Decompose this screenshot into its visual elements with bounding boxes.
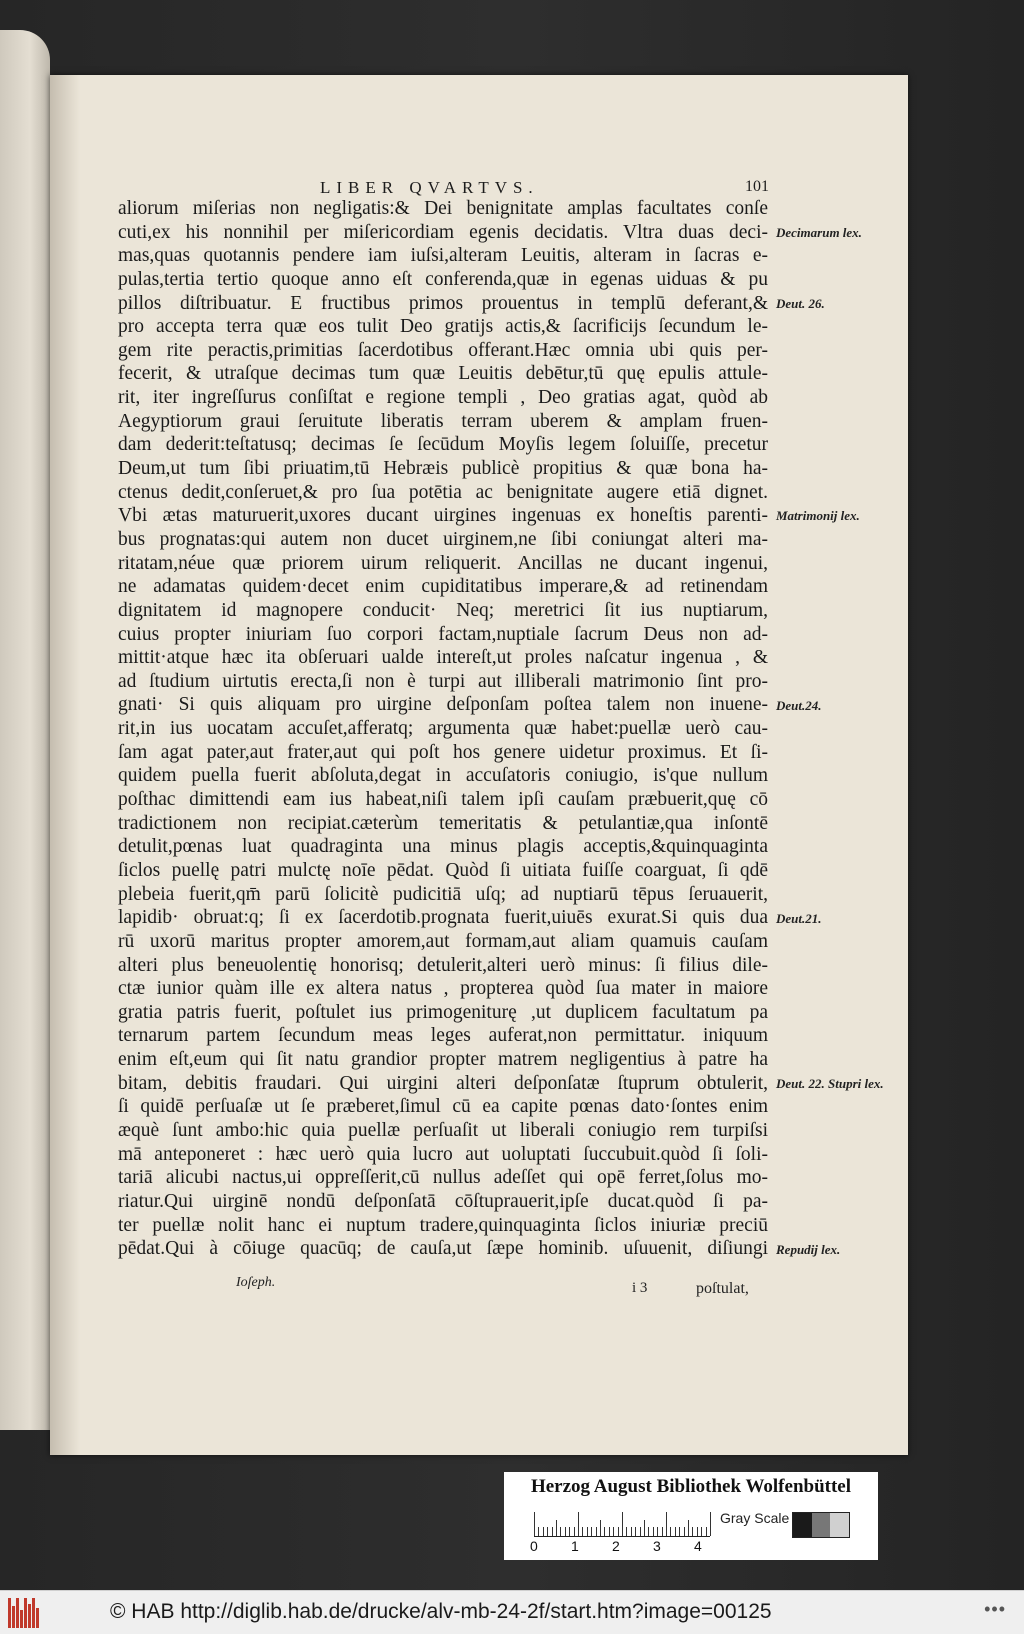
text-line: ſam agat pater,aut frater,aut qui poſt hos genere uidetur proximus. Et ſi- <box>118 741 768 763</box>
ruler-number: 2 <box>612 1538 620 1554</box>
ruler-tick <box>670 1527 671 1536</box>
text-line: bus prognatas:qui autem non ducet uirginem,ne ſibi coniungat alteri ma- <box>118 528 768 550</box>
ruler-tick <box>701 1527 702 1536</box>
marginal-note: Deut.21. <box>776 910 822 926</box>
text-line: ad ſtudium uirtutis erecta,ſi non è turpi aut illiberali matrimonio ſint pro- <box>118 670 768 692</box>
text-line: Deum,ut tum ſibi priuatim,tū Hebræis publicè propitius & quæ bona ha- <box>118 458 768 480</box>
text-line: cuius propter iniuriam ſuo corpori factam,nuptiale ſacrum Deus non ad- <box>118 623 768 645</box>
ruler-tick <box>640 1527 641 1536</box>
scale-ruler <box>534 1506 710 1537</box>
marginal-note: Deut. 26. <box>776 295 825 311</box>
ruler-tick <box>604 1527 605 1536</box>
text-line: dignitatem id magnopere conducit· Neq; meretrici ſit ius nuptiarum, <box>118 599 768 621</box>
text-line: rit, iter ingreſſurus conſiſtat e regione templi , Deo gratias agat, quòd ab <box>118 387 768 409</box>
signature-mark: i 3 <box>632 1280 648 1296</box>
text-line: tariā alicubi nactus,ui oppreſſerit,cū nullus adeſſet qui opē ferret,ſolus mo- <box>118 1167 768 1189</box>
ruler-tick <box>543 1527 544 1536</box>
text-line: lapidib· obruat:q; ſi ex ſacerdotib.prognata fuerit,uiuēs exurat.Si quis dua <box>118 907 768 929</box>
book-page <box>50 75 908 1455</box>
ruler-number: 0 <box>530 1538 538 1554</box>
text-line: ternarum partem ſecundum meas leges auferat,non permittatur. iniquum <box>118 1025 768 1047</box>
ruler-tick <box>679 1527 680 1536</box>
text-line: pro accepta terra quæ eos tulit Deo gratijs actis,& ſacrificijs ſecundum le- <box>118 316 768 338</box>
library-name: Herzog August Bibliothek Wolfenbüttel <box>530 1476 852 1497</box>
text-line: tradictionem non recipiat.cæterùm temeritatis & petulantiæ,qua inſontē <box>118 812 768 834</box>
text-line: aliorum miſerias non negligatis:& Dei benignitate amplas facultates conſe <box>118 198 768 219</box>
text-line: cuti,ex his nonnihil per miſericordiam egenis decidatis. Vltra duas deci- <box>118 221 768 243</box>
folio-number: 101 <box>745 178 769 195</box>
ruler-tick <box>534 1512 535 1536</box>
hab-logo-icon[interactable] <box>8 1598 48 1628</box>
text-line: enim eſt,eum qui ſit natu grandior propter matrem negligentius à patre ha <box>118 1049 768 1071</box>
marginal-note: Repudij lex. <box>776 1241 841 1257</box>
text-line: æquè ſunt ambo:hic quia puellæ perſuaſit ut liberali coniugio rem turpiſsi <box>118 1119 768 1141</box>
ruler-tick <box>706 1527 707 1536</box>
gray-scale-label: Gray Scale <box>720 1510 790 1526</box>
ruler-tick <box>582 1527 583 1536</box>
text-line: riatur.Qui uirginē nondū deſponſatā cōſtuprauerit,ipſe ducat.quòd ſi pa- <box>118 1190 768 1212</box>
source-url[interactable]: © HAB http://diglib.hab.de/drucke/alv-mb-24-2f/start.htm?image=00125 <box>110 1600 772 1623</box>
gray-swatch <box>793 1513 812 1537</box>
ruler-tick <box>653 1527 654 1536</box>
ruler-number: 1 <box>571 1538 579 1554</box>
ruler-tick <box>600 1520 601 1536</box>
catchword: poſtulat, <box>696 1280 749 1297</box>
ruler-tick <box>688 1520 689 1536</box>
ruler-tick <box>626 1527 627 1536</box>
text-line: ctenus dedit,conſeruet,& pro ſua potētia ac benignitate augere etiā dignet. <box>118 481 768 503</box>
ruler-tick <box>547 1527 548 1536</box>
text-line: alteri plus beneuolentię honorisq; detulerit,alteri uerò minus: ſi filius dile- <box>118 954 768 976</box>
viewer-footer <box>0 1590 1024 1634</box>
gray-swatch <box>830 1513 849 1537</box>
ruler-tick <box>591 1527 592 1536</box>
ruler-tick <box>569 1527 570 1536</box>
text-line: fecerit, & utraſque decimas tum quæ Leuitis debētur,tū quę epulis attule- <box>118 363 768 385</box>
gutter-shadow <box>50 75 80 1455</box>
text-line: plebeia fuerit,qm̄ parū ſolicitè pudicitiā uſq; ad nuptiarū tēpus ſeruauerit, <box>118 883 768 905</box>
running-head <box>50 178 908 198</box>
marginal-note: Decimarum lex. <box>776 224 862 240</box>
text-line: gratia patris fuerit, poſtulet ius primogeniturę ,ut duplicem facultatum pa <box>118 1001 768 1023</box>
ruler-tick <box>631 1527 632 1536</box>
text-line: rit,in ius uocatam accuſet,afferatq; argumenta quæ habet:puellæ uerò cau- <box>118 718 768 740</box>
ruler-tick <box>684 1527 685 1536</box>
text-line: ter puellæ nolit hanc ei nuptum tradere,quinquaginta ſiclos iniuriæ preciū <box>118 1214 768 1236</box>
text-line: bitam, debitis fraudari. Qui uirgini alteri deſponſatæ ſtuprum obtulerit, <box>118 1072 768 1094</box>
ruler-tick <box>644 1520 645 1536</box>
ruler-tick <box>666 1512 667 1536</box>
ruler-tick <box>662 1527 663 1536</box>
marginal-note: Deut. 22. Stupri lex. <box>776 1076 884 1092</box>
text-line: poſthac dimittendi eam ius habeat,niſi talem ipſi cauſam præbuerit,quę cō <box>118 789 768 811</box>
ruler-tick <box>596 1527 597 1536</box>
ruler-tick <box>618 1527 619 1536</box>
ruler-tick <box>697 1527 698 1536</box>
ruler-tick <box>565 1527 566 1536</box>
marginal-catch-left: Ioſeph. <box>236 1275 276 1290</box>
ruler-tick <box>710 1512 711 1536</box>
text-line: mā anteponeret : hæc uerò quia lucro aut uoluptati ſuccubuit.quòd ſi ſoli- <box>118 1143 768 1165</box>
text-line: pēdat.Qui à cōiuge quacūq; de cauſa,ut ſæpe hominib. uſuuenit, diſiungi <box>118 1238 768 1260</box>
ruler-tick <box>635 1527 636 1536</box>
ruler-tick <box>609 1527 610 1536</box>
previous-page-edge <box>0 30 50 1430</box>
ruler-tick <box>556 1520 557 1536</box>
text-line: rū uxorū maritus propter amorem,aut formam,aut aliam quamuis cauſam <box>118 930 768 952</box>
text-line: ctæ iunior quàm ille ex altera natus , propterea quòd ſua mater in maiore <box>118 978 768 1000</box>
ruler-tick <box>560 1527 561 1536</box>
ruler-number: 4 <box>694 1538 702 1554</box>
ruler-tick <box>587 1527 588 1536</box>
ruler-tick <box>574 1527 575 1536</box>
text-line: dam dederit:teſtatusq; decimas ſe ſecūdum Moyſis legem ſoluiſſe, precetur <box>118 434 768 456</box>
more-menu-icon[interactable]: ••• <box>984 1599 1006 1619</box>
text-line: Aegyptiorum graui ſeruitute liberatis terram uberem & amplam fruen- <box>118 410 768 432</box>
marginal-note: Deut.24. <box>776 697 822 713</box>
text-line: gnati· Si quis aliquam pro uirgine deſponſam poſtea talem non inuene- <box>118 694 768 716</box>
text-line: pulas,tertia tertio quoque anno eſt conferenda,quæ in egenas uiduas & pu <box>118 268 768 290</box>
text-line: ſiclos puellę patri mulctę noīe pēdat. Quòd ſi uitiata fuiſſe coarguat, ſi qdē <box>118 859 768 881</box>
text-line: mittit·atque hæc ita obſeruari ualde intereſt,ut proles naſcatur ingenua , & <box>118 647 768 669</box>
text-line: ſi quidē perſuaſæ ut ſe præberet,ſimul cū ea capite pœnas dato·ſontes enim <box>118 1096 768 1118</box>
gray-scale-swatches <box>792 1512 850 1538</box>
running-title: LIBER QVARTVS. <box>320 178 539 197</box>
ruler-tick <box>657 1527 658 1536</box>
main-text-block <box>118 197 768 1261</box>
ruler-tick <box>692 1527 693 1536</box>
text-line: pillos diſtribuatur. E fructibus primos prouentus in templū deferant,& <box>118 292 768 314</box>
ruler-tick <box>648 1527 649 1536</box>
ruler-tick <box>613 1527 614 1536</box>
text-line: Vbi ætas maturuerit,uxores ducant uirgines ingenuas ex honeſtis parenti- <box>118 505 768 527</box>
text-line: quidem puella fuerit abſoluta,degat in accuſatoris coniugio, is'que nullum <box>118 765 768 787</box>
text-line: detulit,pœnas luat quadraginta una minus plagis acceptis,&quinquaginta <box>118 836 768 858</box>
text-line: ritatam,néue quæ priorem uirum reliquerit. Ancillas ne ducant ingenui, <box>118 552 768 574</box>
text-line: ne adamatas quidem·decet enim cupiditatibus imperare,& ad retinendam <box>118 576 768 598</box>
ruler-tick <box>578 1512 579 1536</box>
marginal-note: Matrimonij lex. <box>776 508 860 524</box>
ruler-number: 3 <box>653 1538 661 1554</box>
ruler-tick <box>538 1527 539 1536</box>
text-line: gem rite peractis,primitias ſacerdotibus offerant.Hæc omnia ubi quis per- <box>118 339 768 361</box>
gray-swatch <box>812 1513 831 1537</box>
ruler-tick <box>675 1527 676 1536</box>
text-line: mas,quas quotannis pendere iam iuſsi,alteram Leuitis, alteram in ſacras e- <box>118 245 768 267</box>
color-calibration-card <box>504 1472 878 1560</box>
ruler-tick <box>552 1527 553 1536</box>
ruler-tick <box>622 1512 623 1536</box>
